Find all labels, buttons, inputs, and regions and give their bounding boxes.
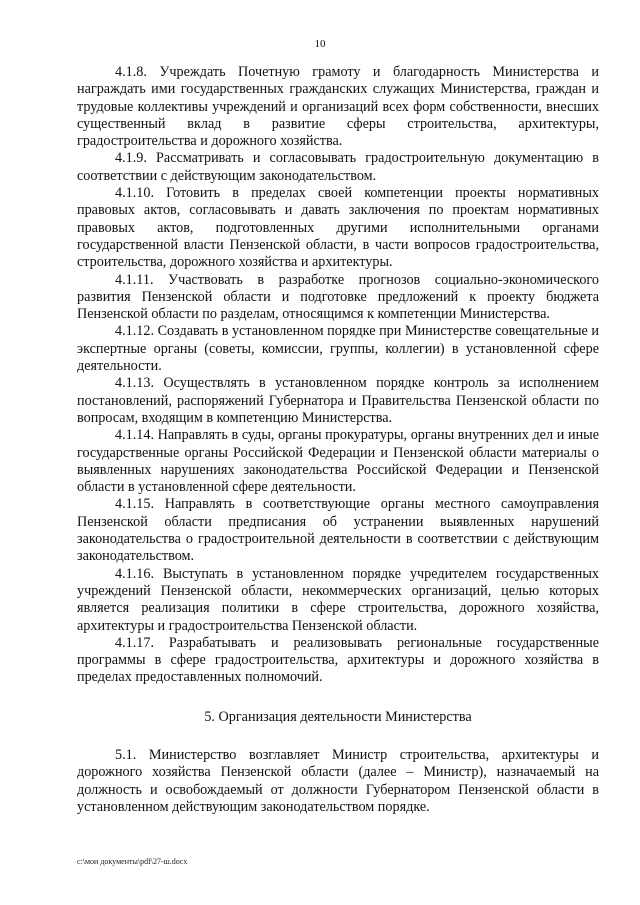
document-body — [77, 64, 599, 816]
paragraph-4-1-8: 4.1.8. Учреждать Почетную грамоту и благодарность Министерства и награждать ими государственных гражданских служащих Министерства, граждан и трудовые коллективы учреждений и организаций всех форм собственности, внесших существенный вклад в развитие сферы строительства, архитектуры, градостроительства и дорожного хозяйства. — [77, 64, 599, 150]
paragraph-4-1-17: 4.1.17. Разрабатывать и реализовывать региональные государственные программы в сфере градостроительства, архитектуры и дорожного хозяйства в пределах предоставленных полномочий. — [77, 634, 599, 686]
footer-file-path: c:\мои документы\pdf\27-ш.docx — [77, 857, 188, 866]
paragraph-4-1-11: 4.1.11. Участвовать в разработке прогнозов социально-экономического развития Пензенской области и подготовке предложений к проекту бюджета Пензенской области по разделам, относящимся к компетенции Министерства. — [77, 271, 599, 323]
paragraph-4-1-10: 4.1.10. Готовить в пределах своей компетенции проекты нормативных правовых актов, согласовывать и давать заключения по проектам нормативных правовых актов, подготовленных другими исполнительными органами государственной власти Пензенской области, в части вопросов градостроительства, строительства, дорожного хозяйства и архитектуры. — [77, 185, 599, 271]
section-heading: 5. Организация деятельности Министерства — [204, 708, 472, 725]
paragraph-4-1-9: 4.1.9. Рассматривать и согласовывать градостроительную документацию в соответствии с действующим законодательством. — [77, 150, 599, 184]
paragraph-4-1-13: 4.1.13. Осуществлять в установленном порядке контроль за исполнением постановлений, распоряжений Губернатора и Правительства Пензенской области по вопросам, входящим в компетенцию Министерства. — [77, 375, 599, 426]
paragraph-4-1-16: 4.1.16. Выступать в установленном порядке учредителем государственных учреждений Пензенской области, некоммерческих организаций, целью которых является реализация политики в сфере строительства, дорожного хозяйства, архитектуры и градостроительства Пензенской области. — [77, 565, 599, 634]
paragraph-4-1-12: 4.1.12. Создавать в установленном порядке при Министерстве совещательные и экспертные органы (советы, комиссии, группы, коллегии) в установленной сфере деятельности. — [77, 323, 599, 375]
paragraph-5-1: 5.1. Министерство возглавляет Министр строительства, архитектуры и дорожного хозяйства Пензенской области (далее – Министр), назначаемый на должность и освобождаемый от должности Губернатором Пензенской области в установленном действующим законодательством порядке. — [77, 746, 599, 815]
page-number: 10 — [314, 38, 326, 50]
paragraph-4-1-15: 4.1.15. Направлять в соответствующие органы местного самоуправления Пензенской области предписания об устранении выявленных нарушений законодательства о градостроительной деятельности в соответствии с действующим законодательством. — [77, 496, 599, 565]
paragraph-4-1-14: 4.1.14. Направлять в суды, органы прокуратуры, органы внутренних дел и иные государственные органы Российской Федерации и Пензенской области материалы о выявленных нарушениях законодательства Российской Федерации и Пензенской области в установленной сфере деятельности. — [77, 427, 599, 496]
